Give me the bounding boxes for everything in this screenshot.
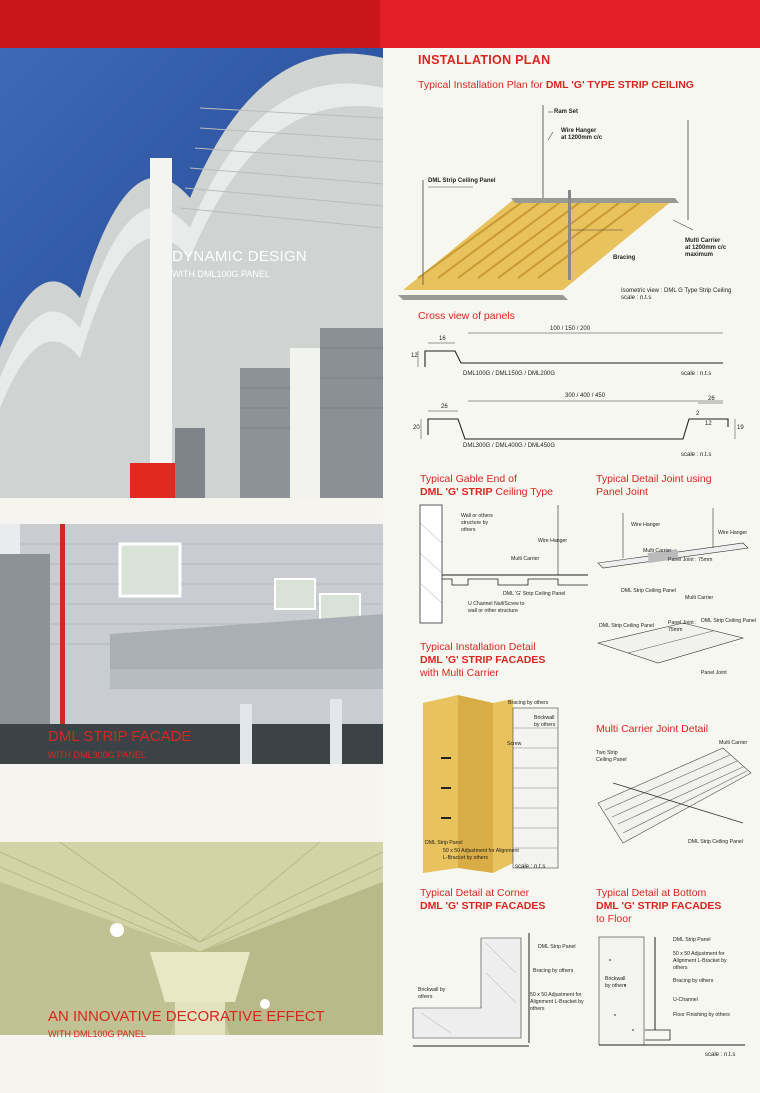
- strip-ceiling-panel-label: DML Strip Ceiling Panel: [428, 178, 496, 184]
- panel1-height: 12: [411, 353, 418, 359]
- bottom-title: Typical Detail at Bottom DML 'G' STRIP FACADES to Floor: [596, 887, 722, 925]
- dynamic-design-caption: [172, 248, 307, 279]
- corner-title: Typical Detail at Corner DML 'G' STRIP FACADES: [420, 887, 546, 912]
- installation-subheading-prefix: Typical Installation Plan for: [418, 79, 546, 91]
- installation-subheading-bold: DML 'G' TYPE STRIP CEILING: [545, 79, 694, 91]
- panel2-models: DML300G / DML400G / DML450G: [463, 443, 556, 449]
- joint-label-strip-panel: DML Strip Ceiling Panel: [621, 588, 676, 594]
- decorative-effect-subtitle: WITH DML100G PANEL: [48, 1029, 146, 1039]
- panel2-width: 300 / 400 / 450: [565, 393, 606, 399]
- panel2-h2: 2: [696, 411, 700, 417]
- panel2-left: 26: [441, 404, 448, 410]
- joint-label-panel-joint: Panel Joint : 75mm: [668, 557, 713, 563]
- joint-label-strip-panel3: DML Strip Ceiling Panel: [701, 618, 756, 624]
- carrier-joint-label-two-strip: Two Strip Ceiling Panel: [596, 750, 627, 763]
- gable-title: Typical Gable End of DML 'G' STRIP Ceiling Type: [420, 473, 553, 498]
- isometric-view-note: Isometric view : DML G Type Strip Ceiling scale : n.t.s: [621, 288, 732, 301]
- multi-carrier-label: Multi Carrier at 1200mm c/c maximum: [685, 238, 727, 258]
- panel2-h19: 19: [737, 425, 744, 431]
- gable-label-carrier: Multi Carrier: [511, 556, 540, 562]
- facade-label-bracket: 50 x 50 Adjustment for Alignment L-Bracket by others: [443, 848, 519, 861]
- bottom-scale: scale : n.t.s: [705, 1052, 736, 1058]
- panel1-left: 16: [439, 336, 446, 342]
- gable-label-wire: Wire Hanger: [538, 538, 568, 544]
- panel2-scale: scale : n.t.s: [681, 452, 712, 458]
- facade-title: Typical Installation Detail DML 'G' STRIP FACADES with Multi Carrier: [420, 641, 546, 679]
- installation-panel: [383, 48, 760, 1093]
- bottom-label-brickwall: Brickwall by others: [605, 976, 627, 989]
- gable-label-uchannel: U Channel Nail/Screw to wall or other structure: [468, 601, 525, 614]
- joint-title: Typical Detail Joint using Panel Joint: [596, 473, 712, 498]
- bottom-label-panel: DML Strip Panel: [673, 937, 711, 943]
- bottom-label-bracing: Bracing by others: [673, 978, 714, 984]
- cross-view-title: Cross view of panels: [418, 310, 515, 322]
- facade-scale: scale : n.t.s: [515, 864, 546, 870]
- carrier-joint-label-carrier: Multi Carrier: [719, 740, 748, 746]
- joint-label-panel-joint3: Panel Joint: [701, 670, 727, 676]
- installation-heading: INSTALLATION PLAN: [418, 53, 551, 67]
- joint-label-carrier2: Multi Carrier: [685, 595, 714, 601]
- joint-label-carrier: Multi Carrier: [643, 548, 672, 554]
- dynamic-design-title: DYNAMIC DESIGN: [172, 248, 308, 265]
- corner-label-bracing: Bracing by others: [533, 968, 574, 974]
- panel2-h12: 12: [705, 421, 712, 427]
- bottom-label-uchannel: U-Channel: [673, 997, 698, 1003]
- joint-label-panel-joint2: Panel Joint : 75mm: [668, 620, 697, 633]
- panel2-height: 20: [413, 425, 420, 431]
- gable-label-wall: Wall or others structure by others: [461, 513, 493, 533]
- joint-label-wire2: Wire Hanger: [718, 530, 748, 536]
- facade-label-brickwall: Brickwall by others: [534, 715, 556, 728]
- facade-label-bracing: Bracing by others: [508, 700, 549, 706]
- wire-hanger-label: Wire Hanger at 1200mm c/c: [561, 128, 603, 141]
- corner-label-brickwall: Brickwall by others: [418, 987, 446, 1000]
- strip-facade-subtitle: WITH DML300G PANEL: [48, 750, 146, 760]
- strip-facade-title: DML STRIP FACADE: [48, 728, 192, 745]
- carrier-joint-title: Multi Carrier Joint Detail: [596, 723, 709, 735]
- bottom-label-floor: Floor Finishing by others: [673, 1012, 730, 1018]
- panel1-scale: scale : n.t.s: [681, 371, 712, 377]
- panel1-models: DML100G / DML150G / DML200G: [463, 371, 556, 377]
- joint-label-wire1: Wire Hanger: [631, 522, 661, 528]
- panel2-right: 26: [708, 396, 715, 402]
- installation-subheading: [418, 79, 694, 92]
- decorative-effect-title: AN INNOVATIVE DECORATIVE EFFECT: [48, 1008, 325, 1025]
- panel1-width: 100 / 150 / 200: [550, 326, 591, 332]
- bracing-label: Bracing: [613, 255, 636, 261]
- corner-label-bracket: 50 x 50 Adjustment for Alignment L-Bracket by others: [530, 992, 584, 1012]
- decorative-effect-photo: [0, 842, 383, 1035]
- facade-label-screw: Screw: [507, 741, 522, 747]
- corner-label-panel: DML Strip Panel: [538, 944, 576, 950]
- facade-label-panel: DML Strip Panel: [425, 840, 463, 846]
- ram-set-label: Ram Set: [554, 109, 579, 115]
- gable-label-panel: DML 'G' Strip Ceiling Panel: [503, 591, 566, 597]
- carrier-joint-label-panel: DML Strip Ceiling Panel: [688, 839, 743, 845]
- dynamic-design-subtitle: WITH DML100G PANEL: [172, 269, 270, 279]
- bottom-label-bracket: 50 x 50 Adjustment for Alignment L-Bracket by others: [673, 951, 727, 971]
- joint-label-strip-panel2: DML Strip Ceiling Panel: [599, 623, 654, 629]
